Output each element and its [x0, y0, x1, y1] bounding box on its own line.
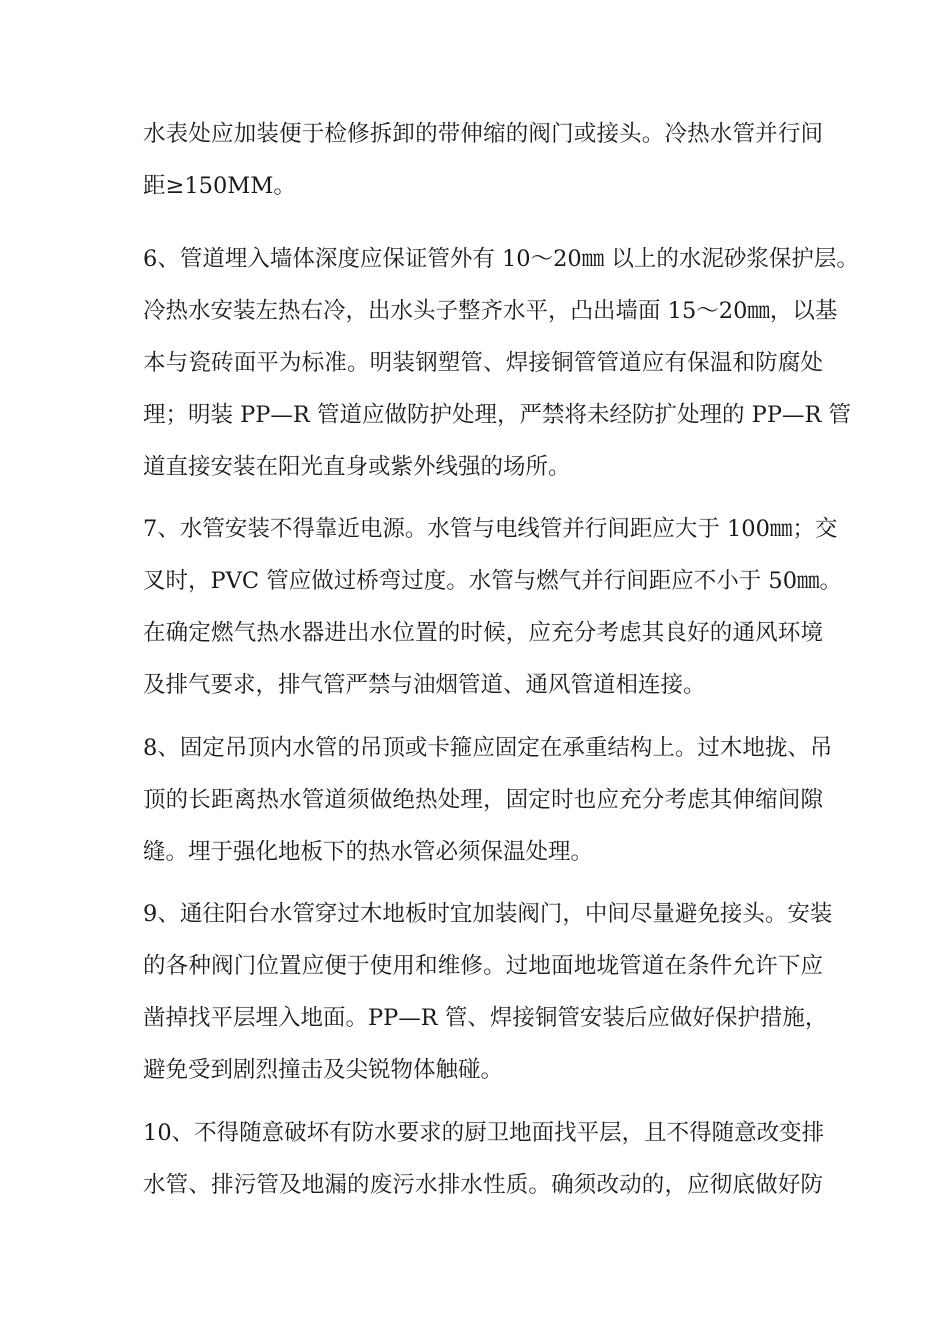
text-line: 道直接安装在阳光直身或紫外线强的场所。	[143, 454, 571, 480]
text-line: 距≥150MM。	[143, 173, 296, 199]
text-line: 9、通往阳台水管穿过木地板时宜加装阀门，中间尽量避免接头。安装	[143, 901, 833, 927]
paragraph-item-8	[143, 722, 833, 878]
text-line: 顶的长距离热水管道须做绝热处理，固定时也应充分考虑其伸缩间隙	[143, 787, 823, 813]
text-line: 理；明装 PP—R 管道应做防护处理，严禁将未经防扩处理的 PP—R 管	[143, 402, 852, 428]
text-line: 的各种阀门位置应便于使用和维修。过地面地垅管道在条件允许下应	[143, 953, 823, 979]
text-line: 水表处应加装便于检修拆卸的带伸缩的阀门或接头。冷热水管并行间	[143, 121, 823, 147]
text-line: 避免受到剧烈撞击及尖锐物体触碰。	[143, 1057, 504, 1083]
text-line: 本与瓷砖面平为标准。明装钢塑管、焊接铜管管道应有保温和防腐处	[143, 350, 823, 376]
text-line: 8、固定吊顶内水管的吊顶或卡箍应固定在承重结构上。过木地拢、吊	[143, 735, 833, 761]
text-line: 叉时，PVC 管应做过桥弯过度。水管与燃气并行间距应不小于 50㎜。	[143, 568, 843, 594]
text-line: 缝。埋于强化地板下的热水管必须保温处理。	[143, 839, 594, 865]
text-line: 凿掉找平层埋入地面。PP—R 管、焊接铜管安装后应做好保护措施，	[143, 1005, 828, 1031]
text-line: 7、水管安装不得靠近电源。水管与电线管并行间距应大于 100㎜；交	[143, 516, 838, 542]
paragraph-item-6	[143, 233, 859, 493]
text-line: 6、管道埋入墙体深度应保证管外有 10～20㎜ 以上的水泥砂浆保护层。	[143, 246, 859, 272]
paragraph-water-meter	[143, 108, 823, 212]
paragraph-item-10	[143, 1107, 823, 1211]
paragraph-item-9	[143, 888, 833, 1096]
text-line: 在确定燃气热水器进出水位置的时候，应充分考虑其良好的通风环境	[143, 620, 823, 646]
text-line: 10、不得随意破坏有防水要求的厨卫地面找平层，且不得随意改变排	[143, 1120, 825, 1146]
text-line: 及排气要求，排气管严禁与油烟管道、通风管道相连接。	[143, 672, 706, 698]
text-line: 冷热水安装左热右冷，出水头子整齐水平，凸出墙面 15～20㎜，以基	[143, 298, 838, 324]
paragraph-item-7	[143, 503, 843, 711]
text-line: 水管、排污管及地漏的废污水排水性质。确须改动的，应彻底做好防	[143, 1172, 823, 1198]
